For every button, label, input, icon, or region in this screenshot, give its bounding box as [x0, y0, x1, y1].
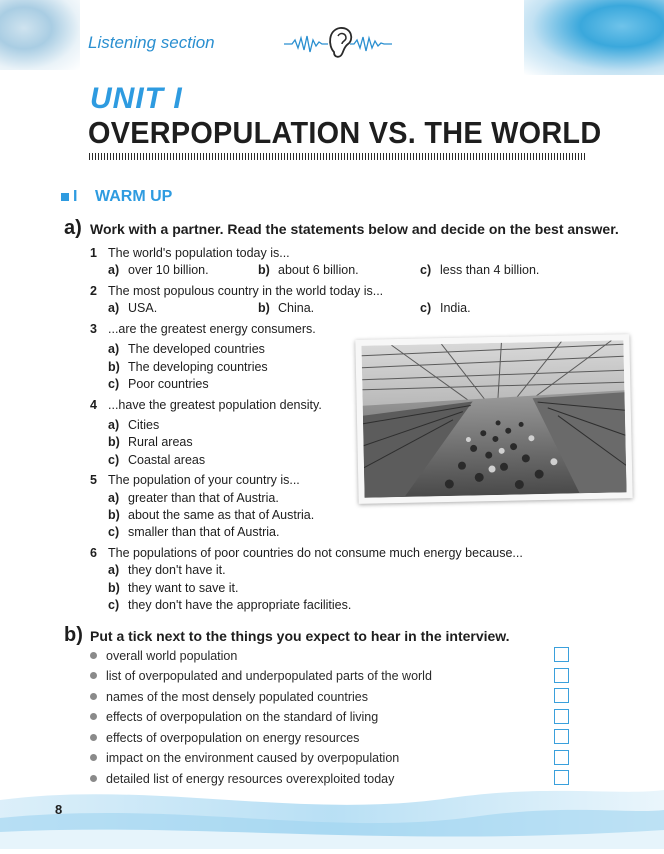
bullet-icon [90, 693, 97, 700]
question-6 [90, 546, 523, 560]
question-text: ...have the greatest population density. [108, 398, 322, 412]
header-decoration-left [0, 0, 80, 70]
task-a-instruction: Work with a partner. Read the statements below and decide on the best answer. [90, 221, 619, 237]
tick-checkbox[interactable] [554, 688, 569, 703]
ear-sound-wave-icon [282, 22, 394, 67]
question-number: 3 [90, 322, 97, 336]
crowded-train-station-photo [355, 334, 632, 504]
question-number: 4 [90, 398, 97, 412]
option-3a[interactable]: a) The developed countries [108, 342, 265, 356]
list-item: effects of overpopulation on the standard of living [90, 710, 378, 724]
task-b-letter: b) [64, 624, 83, 646]
question-5 [90, 473, 300, 487]
page-number: 8 [55, 802, 63, 817]
option-4b[interactable]: b) Rural areas [108, 435, 193, 449]
list-item: effects of overpopulation on energy resources [90, 731, 359, 745]
title-divider [89, 153, 585, 160]
question-text: ...are the greatest energy consumers. [108, 322, 316, 336]
question-2 [90, 284, 383, 298]
tick-checkbox[interactable] [554, 668, 569, 683]
bullet-icon [90, 713, 97, 720]
option-3b[interactable]: b) The developing countries [108, 360, 268, 374]
unit-label: UNIT I [90, 82, 183, 115]
question-text: The population of your country is... [108, 473, 300, 487]
section-label: Listening section [88, 33, 215, 52]
list-item: list of overpopulated and underpopulated parts of the world [90, 669, 432, 683]
option-3c[interactable]: c) Poor countries [108, 377, 209, 391]
section-heading: WARM UP [95, 188, 173, 205]
option-1c[interactable]: c) less than 4 billion. [420, 263, 540, 277]
option-6b[interactable]: b) they want to save it. [108, 581, 239, 595]
option-2b[interactable]: b) China. [258, 301, 315, 315]
tick-checkbox[interactable] [554, 709, 569, 724]
tick-checkbox[interactable] [554, 647, 569, 662]
option-5a[interactable]: a) greater than that of Austria. [108, 491, 279, 505]
bullet-icon [90, 672, 97, 679]
bullet-icon [90, 652, 97, 659]
option-2c[interactable]: c) India. [420, 301, 471, 315]
option-2a[interactable]: a) USA. [108, 301, 158, 315]
option-5b[interactable]: b) about the same as that of Austria. [108, 508, 315, 522]
question-text: The populations of poor countries do not consume much energy because... [108, 546, 523, 560]
question-3 [90, 322, 316, 336]
question-number: 1 [90, 246, 97, 260]
option-6c[interactable]: c) they don't have the appropriate facilities. [108, 598, 352, 612]
option-5c[interactable]: c) smaller than that of Austria. [108, 525, 280, 539]
header-decoration-right [524, 0, 664, 75]
task-b-instruction: Put a tick next to the things you expect to hear in the interview. [90, 628, 510, 644]
option-4c[interactable]: c) Coastal areas [108, 453, 206, 467]
list-item: detailed list of energy resources overexploited today [90, 772, 394, 786]
option-6a[interactable]: a) they don't have it. [108, 563, 226, 577]
question-text: The most populous country in the world today is... [108, 284, 384, 298]
section-number: I [73, 188, 78, 205]
question-number: 6 [90, 546, 97, 560]
footer-wave-decoration [0, 760, 664, 849]
page-title: OVERPOPULATION VS. THE WORLD [88, 115, 602, 150]
task-a-letter: a) [64, 217, 82, 239]
option-1b[interactable]: b) about 6 billion. [258, 263, 359, 277]
tick-checkbox[interactable] [554, 729, 569, 744]
question-4 [90, 398, 322, 412]
bullet-icon [90, 734, 97, 741]
list-item: overall world population [90, 649, 237, 663]
list-item: names of the most densely populated countries [90, 690, 368, 704]
list-item: impact on the environment caused by overpopulation [90, 751, 399, 765]
question-number: 5 [90, 473, 97, 487]
section-marker-icon [61, 193, 69, 201]
option-4a[interactable]: a) Cities [108, 418, 160, 432]
question-number: 2 [90, 284, 97, 298]
question-text: The world's population today is... [108, 246, 290, 260]
question-1 [90, 246, 290, 260]
option-1a[interactable]: a) over 10 billion. [108, 263, 209, 277]
